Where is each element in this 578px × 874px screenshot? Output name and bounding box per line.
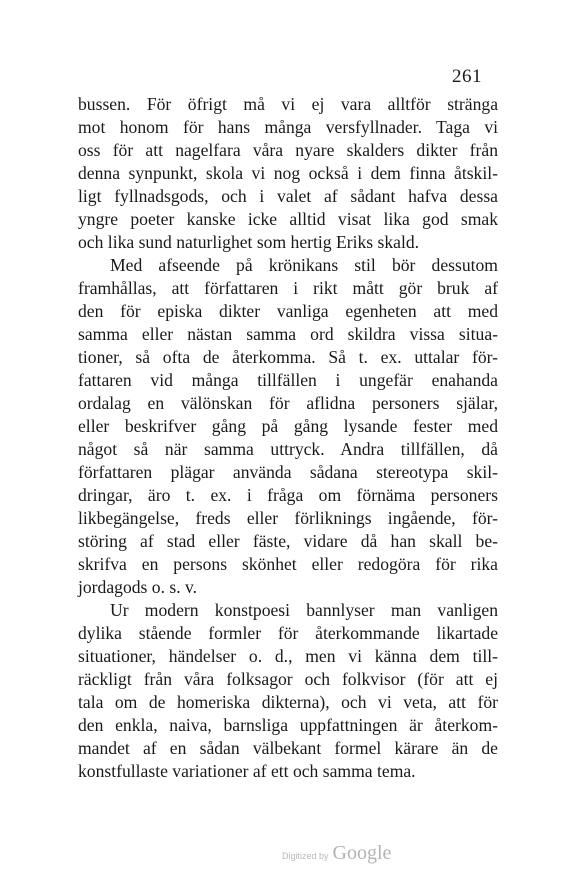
- text-line: tala om de homeriska dikterna), och vi veta, att för: [78, 692, 498, 712]
- text-line: mot honom för hans många versfyllnader. Taga vi: [78, 117, 498, 137]
- text-line: likbegängelse, freds eller förliknings ingående, för-: [78, 508, 498, 528]
- text-line: fattaren vid många tillfällen i ungefär enahanda: [78, 370, 498, 390]
- text-line: skrifva en persons skönhet eller redogöra för rika: [78, 554, 498, 574]
- text-line: framhållas, att författaren i rikt mått gör bruk af: [78, 278, 498, 298]
- text-line: ligt fyllnadsgods, och i valet af sådant hafva dessa: [78, 186, 498, 206]
- body-text: [78, 93, 498, 783]
- text-line: något så när samma uttryck. Andra tillfällen, då: [78, 439, 498, 459]
- text-line: störing af stad eller fäste, vidare då han skall be-: [78, 531, 498, 551]
- digitized-by-label: Digitized by: [282, 851, 329, 861]
- text-line: jordagods o. s. v.: [78, 577, 198, 597]
- text-line: Med afseende på krönikans stil bör dessutom: [110, 255, 498, 275]
- text-line: samma eller nästan samma ord skildra vissa situa-: [78, 324, 498, 344]
- text-line: yngre poeter kanske icke alltid visat lika god smak: [78, 209, 498, 229]
- text-line: oss för att nagelfara våra nyare skalders dikter från: [78, 140, 498, 160]
- text-line: situationer, händelser o. d., men vi känna dem till-: [78, 646, 498, 666]
- text-line: Ur modern konstpoesi bannlyser man vanligen: [110, 600, 498, 620]
- text-line: denna synpunkt, skola vi nog också i dem finna åtskil-: [78, 163, 498, 183]
- text-line: mandet af en sådan välbekant formel kärare än de: [78, 738, 498, 758]
- text-line: författaren plägar använda sådana stereotypa skil-: [78, 462, 498, 482]
- text-line: den för episka dikter vanliga egenheten att med: [78, 301, 498, 321]
- text-line: bussen. För öfrigt må vi ej vara alltför stränga: [78, 94, 498, 114]
- text-line: tioner, så ofta de återkomma. Så t. ex. uttalar för-: [78, 347, 498, 367]
- google-logo: Google: [332, 842, 392, 864]
- text-line: ordalag en välönskan för aflidna personers själar,: [78, 393, 498, 413]
- text-line: dylika stående formler för återkommande likartade: [78, 623, 498, 643]
- text-line: räckligt från våra folksagor och folkvisor (för att ej: [78, 669, 498, 689]
- text-line: och lika sund naturlighet som hertig Eriks skald.: [78, 232, 420, 252]
- text-line: dringar, äro t. ex. i fråga om förnäma personers: [78, 485, 498, 505]
- text-line: den enkla, naiva, barnsliga uppfattningen är återkom-: [78, 715, 498, 735]
- page-number: 261: [452, 66, 482, 87]
- digitization-footer: [282, 842, 391, 865]
- text-line: konstfullaste variationer af ett och samma tema.: [78, 761, 416, 781]
- text-line: eller beskrifver gång på gång lysande fester med: [78, 416, 498, 436]
